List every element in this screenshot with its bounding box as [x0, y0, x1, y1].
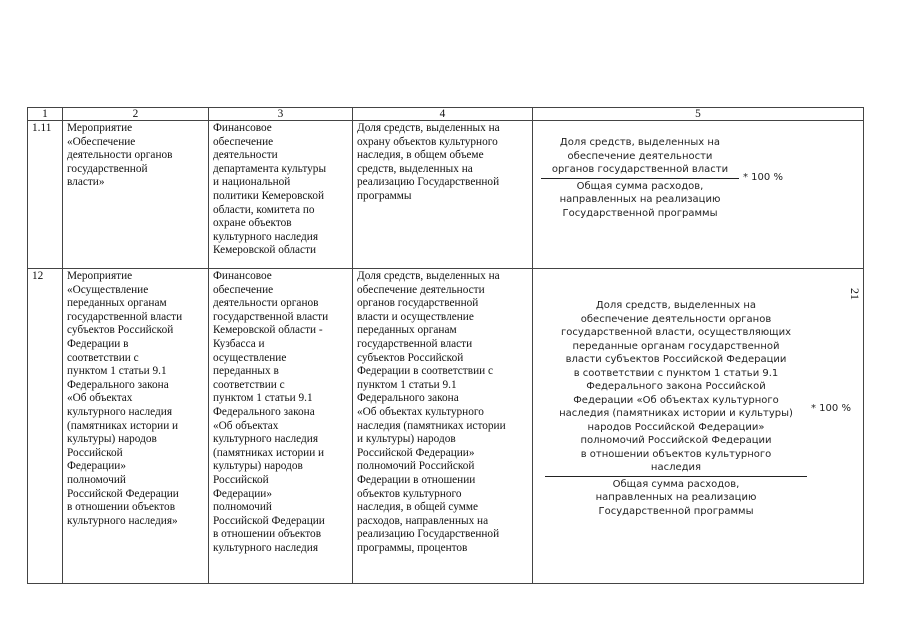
- text-line: Финансовое: [213, 122, 272, 134]
- text-line: власти»: [67, 176, 105, 189]
- text-line: средств, выделенных на: [357, 162, 473, 175]
- text-line: Федерации «Об объектах культурного: [573, 394, 779, 406]
- text-line: наследия, в общей сумме: [357, 501, 479, 514]
- text-line: народов Российской Федерации»: [587, 421, 765, 433]
- text-line: в отношении объектов: [213, 528, 322, 541]
- text-line: власти субъектов Российской Федерации: [565, 354, 787, 365]
- text-line: направленных на реализацию: [595, 492, 757, 503]
- text-line: в соответствии с пунктом 1 статьи 9.1: [573, 367, 779, 379]
- text-line: государственной: [67, 162, 148, 175]
- text-line: политики Кемеровской: [213, 189, 325, 202]
- text-line: Мероприятие: [67, 122, 133, 134]
- text-line: и культуры) народов: [357, 433, 456, 446]
- text-line: власти и осуществление: [357, 310, 474, 323]
- table-row: [28, 121, 864, 269]
- text-line: переданных органам: [357, 324, 457, 337]
- text-line: Федерального закона: [213, 405, 315, 418]
- text-line: обеспечение: [213, 135, 274, 148]
- text-line: программы, процентов: [357, 541, 468, 554]
- text-line: Финансовое: [213, 270, 272, 282]
- text-line: государственной власти: [213, 310, 329, 323]
- header-cell-3: 3: [209, 108, 353, 121]
- text-line: направленных на реализацию: [559, 194, 721, 205]
- text-line: Федерации в отношении: [357, 473, 476, 486]
- text-line: полномочий: [67, 473, 126, 486]
- row-number: 12: [28, 269, 63, 584]
- text-line: культуры) народов: [213, 460, 303, 473]
- text-line: Государственной программы: [562, 207, 718, 219]
- text-line: Федерации»: [213, 487, 272, 500]
- text-line: полномочий: [213, 501, 272, 514]
- text-line: Федерального закона Российской: [586, 381, 766, 392]
- text-line: обеспечение деятельности: [567, 150, 713, 162]
- formula-multiplier: * 100 %: [743, 172, 783, 184]
- formula: [545, 299, 851, 518]
- text-line: Государственной программы: [598, 505, 754, 517]
- text-line: культурного наследия: [213, 433, 319, 446]
- text-line: реализацию Государственной: [357, 176, 500, 189]
- text-line: «Об объектах: [213, 419, 279, 432]
- fraction-bar: [541, 178, 739, 179]
- text-line: Российской Федерации»: [357, 446, 475, 459]
- formula-cell: [533, 121, 864, 269]
- text-line: Доля средств, выделенных на: [357, 122, 500, 134]
- text-line: пунктом 1 статьи 9.1: [357, 378, 457, 391]
- text-line: переданные органам государственной: [572, 340, 780, 352]
- fraction-bar: [545, 476, 807, 477]
- text-line: «Об объектах: [67, 392, 133, 405]
- financing-cell: [209, 121, 353, 269]
- text-line: полномочий Российской: [357, 460, 475, 473]
- text-line: обеспечение: [213, 283, 274, 296]
- fraction: [541, 136, 739, 220]
- header-cell-5: 5: [533, 108, 864, 121]
- text-line: Российской: [67, 446, 123, 459]
- text-line: культуры) народов: [67, 433, 157, 446]
- text-line: Доля средств, выделенных на: [595, 300, 757, 311]
- event-name-cell: [63, 269, 209, 584]
- fraction: [545, 299, 807, 518]
- text-line: переданных органам: [67, 297, 167, 310]
- formula-denominator: [560, 180, 721, 221]
- text-line: полномочий Российской Федерации: [580, 435, 772, 446]
- text-line: субъектов Российской: [67, 324, 174, 337]
- text-line: Доля средств, выделенных на: [559, 137, 721, 148]
- text-line: деятельности органов: [213, 297, 319, 310]
- text-line: Доля средств, выделенных на: [357, 270, 500, 282]
- text-line: деятельности: [213, 149, 278, 162]
- text-line: культурного наследия: [213, 230, 319, 243]
- text-line: наследия, в общем объеме: [357, 149, 484, 162]
- formula: [541, 136, 783, 220]
- text-line: пунктом 1 статьи 9.1: [213, 392, 313, 405]
- text-line: деятельности органов: [67, 149, 173, 162]
- text-line: культурного наследия»: [67, 514, 178, 527]
- financing-cell: [209, 269, 353, 584]
- text-line: и национальной: [213, 176, 291, 189]
- header-row: [28, 108, 864, 121]
- text-line: пунктом 1 статьи 9.1: [67, 365, 167, 378]
- text-line: государственной власти: [357, 337, 473, 350]
- text-line: Мероприятие: [67, 270, 133, 282]
- text-line: культурного наследия: [213, 541, 319, 554]
- text-line: соответствии с: [67, 351, 139, 364]
- text-line: в отношении объектов: [67, 501, 176, 514]
- text-line: Кемеровской области -: [213, 324, 323, 337]
- text-line: области, комитета по: [213, 203, 315, 216]
- text-line: «Осуществление: [67, 283, 149, 296]
- text-line: наследия (памятниках истории и культуры): [559, 408, 793, 419]
- text-line: государственной власти, осуществляющих: [561, 327, 791, 338]
- header-cell-4: 4: [353, 108, 533, 121]
- text-line: охране объектов: [213, 217, 292, 230]
- table-row: [28, 269, 864, 584]
- indicator-cell: [353, 269, 533, 584]
- text-line: наследия: [650, 462, 702, 473]
- indicator-cell: [353, 121, 533, 269]
- text-line: соответствии с: [213, 378, 285, 391]
- text-line: Российской: [213, 473, 269, 486]
- text-line: культурного наследия: [67, 405, 173, 418]
- text-line: Федерации в соответствии с: [357, 365, 494, 378]
- text-line: реализацию Государственной: [357, 528, 500, 541]
- text-line: Общая сумма расходов,: [576, 180, 704, 192]
- text-line: в отношении объектов культурного: [580, 448, 772, 460]
- text-line: «Об объектах культурного: [357, 405, 484, 418]
- text-line: «Обеспечение: [67, 135, 136, 148]
- header-cell-1: 1: [28, 108, 63, 121]
- text-line: Российской Федерации: [67, 487, 179, 500]
- formula-numerator: [559, 299, 793, 475]
- formula-cell: [533, 269, 864, 584]
- text-line: Кемеровской области: [213, 244, 317, 257]
- text-line: наследия (памятниках истории: [357, 419, 506, 432]
- text-line: расходов, направленных на: [357, 514, 489, 527]
- text-line: Федерального закона: [357, 392, 459, 405]
- text-line: Федерации в: [67, 337, 129, 350]
- text-line: департамента культуры: [213, 162, 327, 175]
- text-line: Кузбасса и: [213, 337, 265, 350]
- text-line: охрану объектов культурного: [357, 135, 498, 148]
- text-line: органов государственной власти: [551, 164, 729, 175]
- row-number: 1.11: [28, 121, 63, 269]
- text-line: обеспечение деятельности: [357, 283, 485, 296]
- text-line: Российской Федерации: [213, 514, 325, 527]
- text-line: (памятниках истории и: [67, 419, 179, 432]
- text-line: государственной власти: [67, 310, 183, 323]
- indicator-table: [27, 107, 864, 584]
- text-line: переданных в: [213, 365, 279, 378]
- header-cell-2: 2: [63, 108, 209, 121]
- formula-multiplier: * 100 %: [811, 402, 851, 414]
- text-line: (памятниках истории и: [213, 446, 325, 459]
- event-name-cell: [63, 121, 209, 269]
- text-line: органов государственной: [357, 297, 479, 310]
- text-line: объектов культурного: [357, 487, 462, 500]
- text-line: Общая сумма расходов,: [612, 478, 740, 490]
- text-line: обеспечение деятельности органов: [580, 313, 772, 325]
- text-line: Федерации»: [67, 460, 126, 473]
- page-number: 21: [848, 288, 862, 300]
- text-line: программы: [357, 189, 412, 202]
- formula-numerator: [552, 136, 728, 177]
- text-line: осуществление: [213, 351, 287, 364]
- formula-denominator: [596, 478, 757, 519]
- text-line: Федерального закона: [67, 378, 169, 391]
- text-line: субъектов Российской: [357, 351, 464, 364]
